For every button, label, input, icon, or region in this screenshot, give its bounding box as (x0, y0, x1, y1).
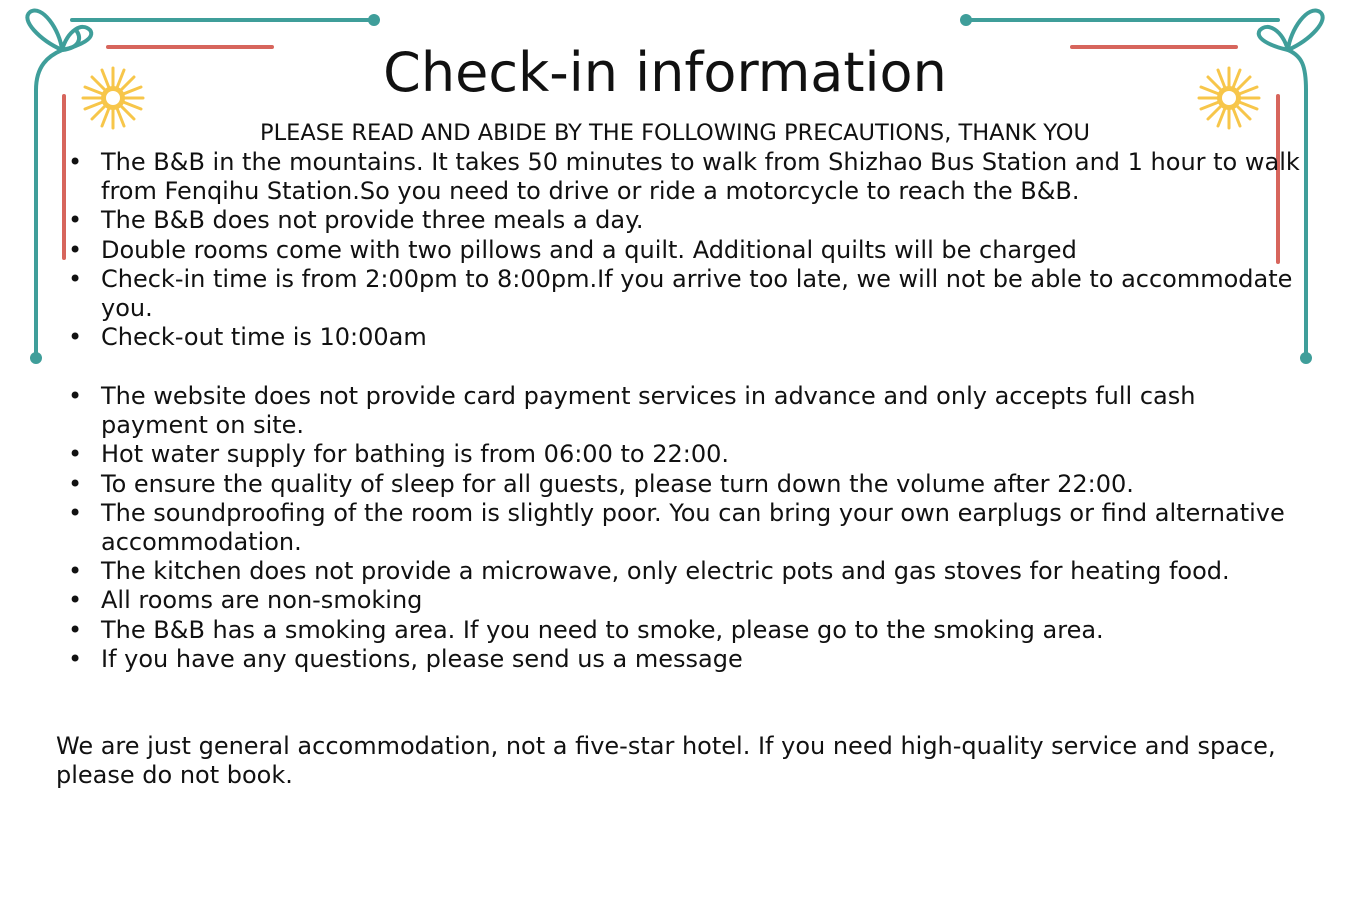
rules-list-house (61, 382, 1301, 674)
list-item: • Check-out time is 10:00am (61, 323, 1301, 352)
list-item: • Double rooms come with two pillows and a quilt. Additional quilts will be charged (61, 236, 1301, 265)
page-subtitle: PLEASE READ AND ABIDE BY THE FOLLOWING PRECAUTIONS, THANK YOU (260, 120, 1090, 146)
rules-list-general (61, 148, 1301, 352)
frame-right-top-dot (960, 14, 972, 26)
list-item: • The soundproofing of the room is slightly poor. You can bring your own earplugs or find alternative accommodation. (61, 499, 1301, 557)
frame-left-top-dot (368, 14, 380, 26)
list-item: • The website does not provide card payment services in advance and only accepts full cash payment on site. (61, 382, 1301, 440)
list-item: • All rooms are non-smoking (61, 586, 1301, 615)
page-title: Check-in information (383, 41, 947, 104)
frame-left-bottom-dot (30, 352, 42, 364)
list-item: • To ensure the quality of sleep for all guests, please turn down the volume after 22:00. (61, 470, 1301, 499)
list-item: • Hot water supply for bathing is from 06:00 to 22:00. (61, 440, 1301, 469)
footer-note: We are just general accommodation, not a five-star hotel. If you need high-quality service and space, please do not book. (56, 732, 1276, 790)
list-item: • If you have any questions, please send us a message (61, 645, 1301, 674)
list-item: • The B&B does not provide three meals a day. (61, 206, 1301, 235)
frame-right-bottom-dot (1300, 352, 1312, 364)
list-item: • The B&B has a smoking area. If you need to smoke, please go to the smoking area. (61, 616, 1301, 645)
list-item: • Check-in time is from 2:00pm to 8:00pm.If you arrive too late, we will not be able to accommodate you. (61, 265, 1301, 323)
list-item: • The B&B in the mountains. It takes 50 minutes to walk from Shizhao Bus Station and 1 hour to walk from Fenqihu Station.So you need to drive or ride a motorcycle to reach the B&B. (61, 148, 1301, 206)
list-item: • The kitchen does not provide a microwave, only electric pots and gas stoves for heating food. (61, 557, 1301, 586)
